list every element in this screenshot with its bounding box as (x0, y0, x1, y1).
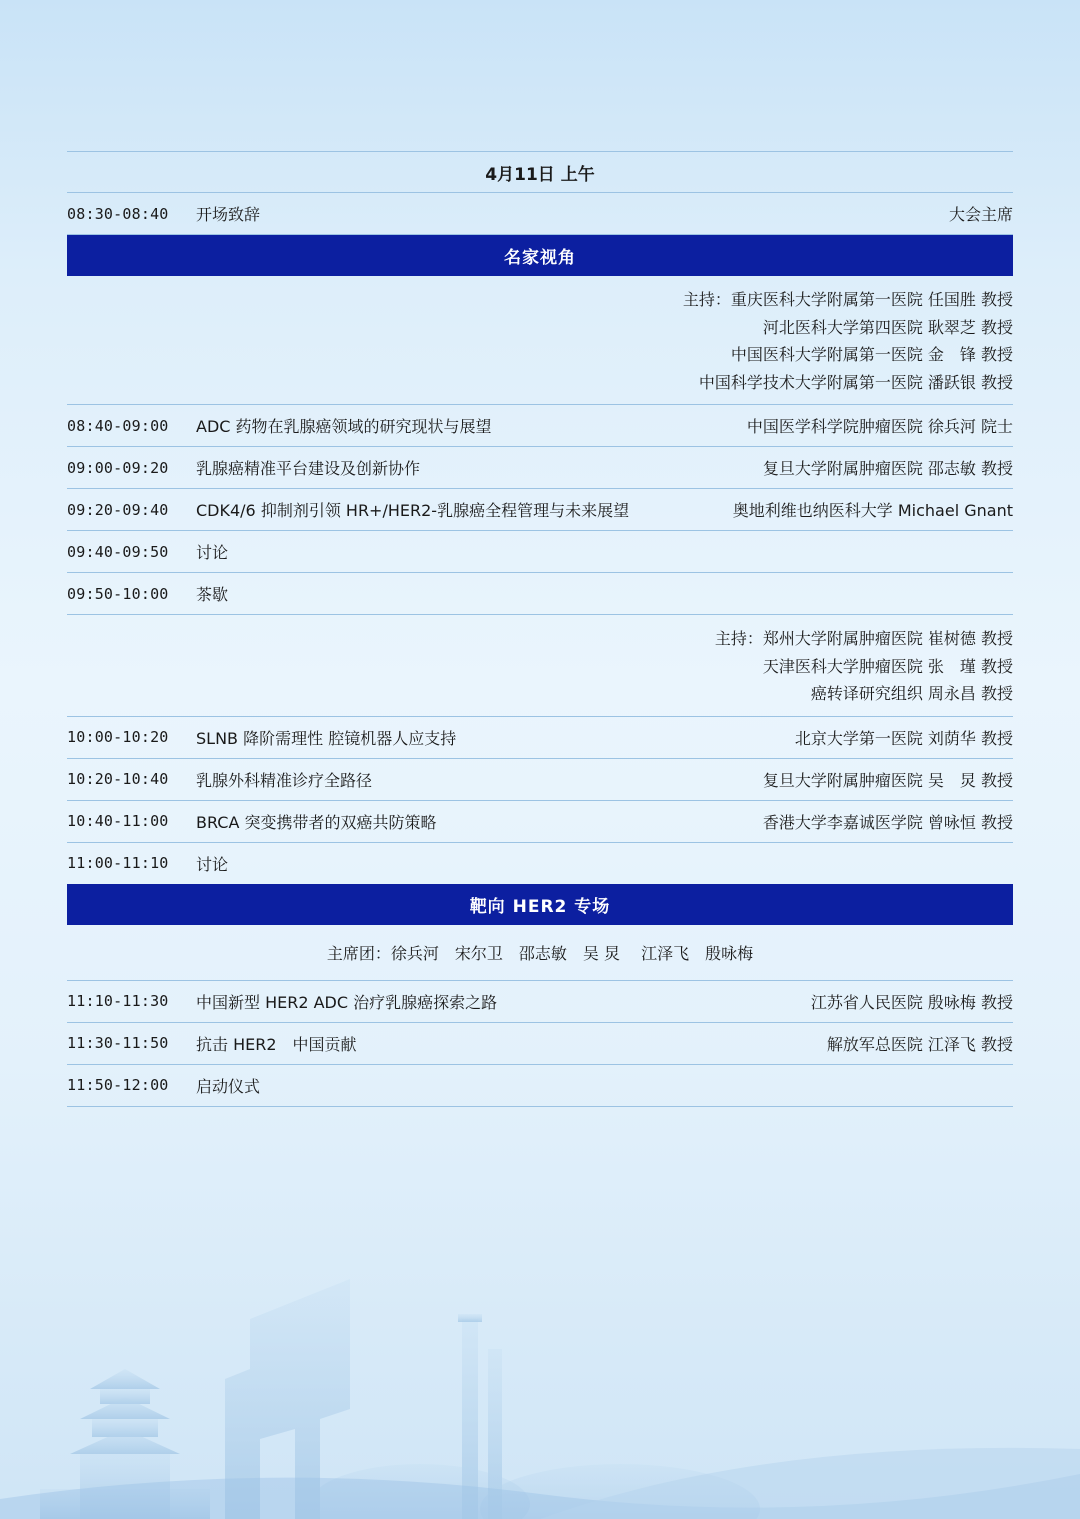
section-title-bar (67, 884, 1013, 925)
chair-line: 天津医科大学肿瘤医院 张 瑾 教授 (762, 656, 1013, 676)
speaker-cell: 解放军总医院 江泽飞 教授 (826, 1034, 1013, 1054)
section-title-bar (67, 235, 1013, 276)
time-cell: 11:00-11:10 (67, 854, 169, 872)
table-row (67, 489, 1013, 531)
table-row (67, 717, 1013, 759)
speaker-cell: 江苏省人民医院 殷咏梅 教授 (810, 992, 1013, 1012)
chair-line: 中国医科大学附属第一医院 金 锋 教授 (730, 345, 1013, 364)
time-cell: 09:00-09:20 (67, 458, 169, 477)
table-row (67, 801, 1013, 843)
panel-chairs (67, 925, 1013, 981)
time-cell: 10:40-11:00 (67, 812, 169, 830)
chair-line: 主持：郑州大学附属肿瘤医院 崔树德 教授 (714, 629, 1013, 648)
topic-cell: 讨论 (196, 854, 229, 874)
time-cell: 08:30-08:40 (67, 204, 169, 223)
topic-cell: 乳腺癌精准平台建设及创新协作 (196, 459, 421, 478)
speaker-cell: 复旦大学附属肿瘤医院 吴 炅 教授 (762, 770, 1013, 790)
chairs-block (67, 276, 1013, 405)
time-cell: 10:00-10:20 (67, 728, 169, 746)
panel-chairs-text: 主席团：徐兵河 宋尔卫 邵志敏 吴 炅 江泽飞 殷咏梅 (326, 943, 754, 963)
time-cell: 11:10-11:30 (67, 992, 169, 1010)
date-header (67, 151, 1013, 193)
time-cell: 10:20-10:40 (67, 770, 169, 788)
chair-line: 主持：重庆医科大学附属第一医院 任国胜 教授 (682, 290, 1013, 309)
date-header-text: 4月11日 上午 (485, 164, 595, 185)
table-row (67, 843, 1013, 884)
section-title: 靶向 HER2 专场 (469, 896, 611, 917)
speaker-cell: 奥地利维也纳医科大学 Michael Gnant (732, 501, 1013, 520)
speaker-cell: 复旦大学附属肿瘤医院 邵志敏 教授 (762, 459, 1013, 478)
speaker-cell: 北京大学第一医院 刘荫华 教授 (794, 728, 1013, 748)
chair-line: 中国科学技术大学附属第一医院 潘跃银 教授 (698, 372, 1013, 392)
speaker-cell: 中国医学科学院肿瘤医院 徐兵河 院士 (746, 417, 1013, 436)
topic-cell: BRCA 突变携带者的双癌共防策略 (196, 812, 437, 832)
time-cell: 11:50-12:00 (67, 1076, 169, 1094)
time-cell: 11:30-11:50 (67, 1034, 169, 1052)
topic-cell: SLNB 降阶需理性 腔镜机器人应支持 (196, 728, 457, 748)
table-row (67, 531, 1013, 573)
time-cell: 08:40-09:00 (67, 416, 169, 435)
table-row (67, 447, 1013, 489)
topic-cell: 开场致辞 (196, 205, 261, 224)
chair-line: 癌转译研究组织 周永昌 教授 (810, 684, 1013, 703)
schedule-table (67, 151, 1013, 1107)
beijing-skyline-illustration (0, 1259, 1080, 1519)
table-row (67, 759, 1013, 801)
table-row (67, 1023, 1013, 1065)
time-cell: 09:40-09:50 (67, 542, 169, 561)
section-title: 名家视角 (504, 248, 576, 268)
topic-cell: 乳腺外科精准诊疗全路径 (196, 770, 373, 790)
chair-line: 河北医科大学第四医院 耿翠芝 教授 (762, 317, 1013, 337)
topic-cell: 中国新型 HER2 ADC 治疗乳腺癌探索之路 (196, 992, 498, 1012)
topic-cell: CDK4/6 抑制剂引领 HR+/HER2-乳腺癌全程管理与未来展望 (196, 501, 630, 520)
time-cell: 09:20-09:40 (67, 500, 169, 519)
speaker-cell: 香港大学李嘉诚医学院 曾咏恒 教授 (762, 812, 1013, 832)
table-row (67, 1065, 1013, 1107)
chairs-block (67, 615, 1013, 717)
speaker-cell: 大会主席 (948, 205, 1013, 224)
topic-cell: 启动仪式 (196, 1076, 261, 1096)
topic-cell: 讨论 (196, 543, 229, 562)
table-row (67, 405, 1013, 447)
table-row (67, 573, 1013, 615)
time-cell: 09:50-10:00 (67, 584, 169, 603)
table-row (67, 193, 1013, 235)
topic-cell: ADC 药物在乳腺癌领域的研究现状与展望 (196, 417, 492, 436)
topic-cell: 茶歇 (196, 585, 229, 604)
topic-cell: 抗击 HER2 中国贡献 (196, 1034, 357, 1054)
table-row (67, 981, 1013, 1023)
